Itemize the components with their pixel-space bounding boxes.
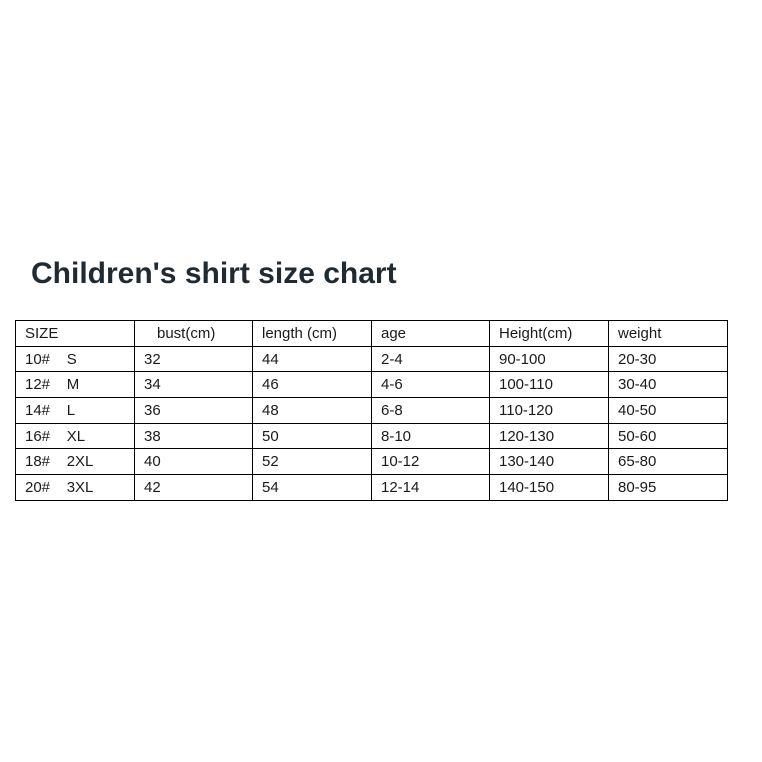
cell-height: 100-110 <box>490 372 609 398</box>
cell-size: 16# XL <box>16 423 135 449</box>
cell-length: 46 <box>253 372 372 398</box>
cell-weight: 50-60 <box>609 423 728 449</box>
cell-age: 12-14 <box>372 475 490 501</box>
cell-weight: 20-30 <box>609 346 728 372</box>
cell-length: 48 <box>253 398 372 424</box>
size-chart-table <box>15 320 728 501</box>
cell-height: 130-140 <box>490 449 609 475</box>
cell-weight: 30-40 <box>609 372 728 398</box>
cell-bust: 34 <box>135 372 253 398</box>
cell-age: 2-4 <box>372 346 490 372</box>
cell-size: 18# 2XL <box>16 449 135 475</box>
cell-age: 4-6 <box>372 372 490 398</box>
cell-height: 110-120 <box>490 398 609 424</box>
cell-length: 54 <box>253 475 372 501</box>
header-size: SIZE <box>16 321 135 347</box>
table-row <box>16 423 728 449</box>
cell-bust: 38 <box>135 423 253 449</box>
cell-bust: 40 <box>135 449 253 475</box>
table-row <box>16 346 728 372</box>
cell-size: 20# 3XL <box>16 475 135 501</box>
header-weight: weight <box>609 321 728 347</box>
cell-age: 10-12 <box>372 449 490 475</box>
cell-age: 6-8 <box>372 398 490 424</box>
cell-age: 8-10 <box>372 423 490 449</box>
cell-height: 140-150 <box>490 475 609 501</box>
cell-height: 120-130 <box>490 423 609 449</box>
cell-length: 44 <box>253 346 372 372</box>
cell-weight: 65-80 <box>609 449 728 475</box>
table-row <box>16 449 728 475</box>
cell-size: 14# L <box>16 398 135 424</box>
header-bust: bust(cm) <box>135 321 253 347</box>
cell-length: 50 <box>253 423 372 449</box>
cell-size: 10# S <box>16 346 135 372</box>
cell-bust: 32 <box>135 346 253 372</box>
table-row <box>16 372 728 398</box>
cell-bust: 42 <box>135 475 253 501</box>
header-age: age <box>372 321 490 347</box>
cell-length: 52 <box>253 449 372 475</box>
page-title: Children's shirt size chart <box>31 257 397 290</box>
cell-bust: 36 <box>135 398 253 424</box>
table-row <box>16 475 728 501</box>
header-length: length (cm) <box>253 321 372 347</box>
header-height: Height(cm) <box>490 321 609 347</box>
table-row <box>16 398 728 424</box>
cell-height: 90-100 <box>490 346 609 372</box>
cell-weight: 80-95 <box>609 475 728 501</box>
cell-size: 12# M <box>16 372 135 398</box>
table-header-row <box>16 321 728 347</box>
cell-weight: 40-50 <box>609 398 728 424</box>
